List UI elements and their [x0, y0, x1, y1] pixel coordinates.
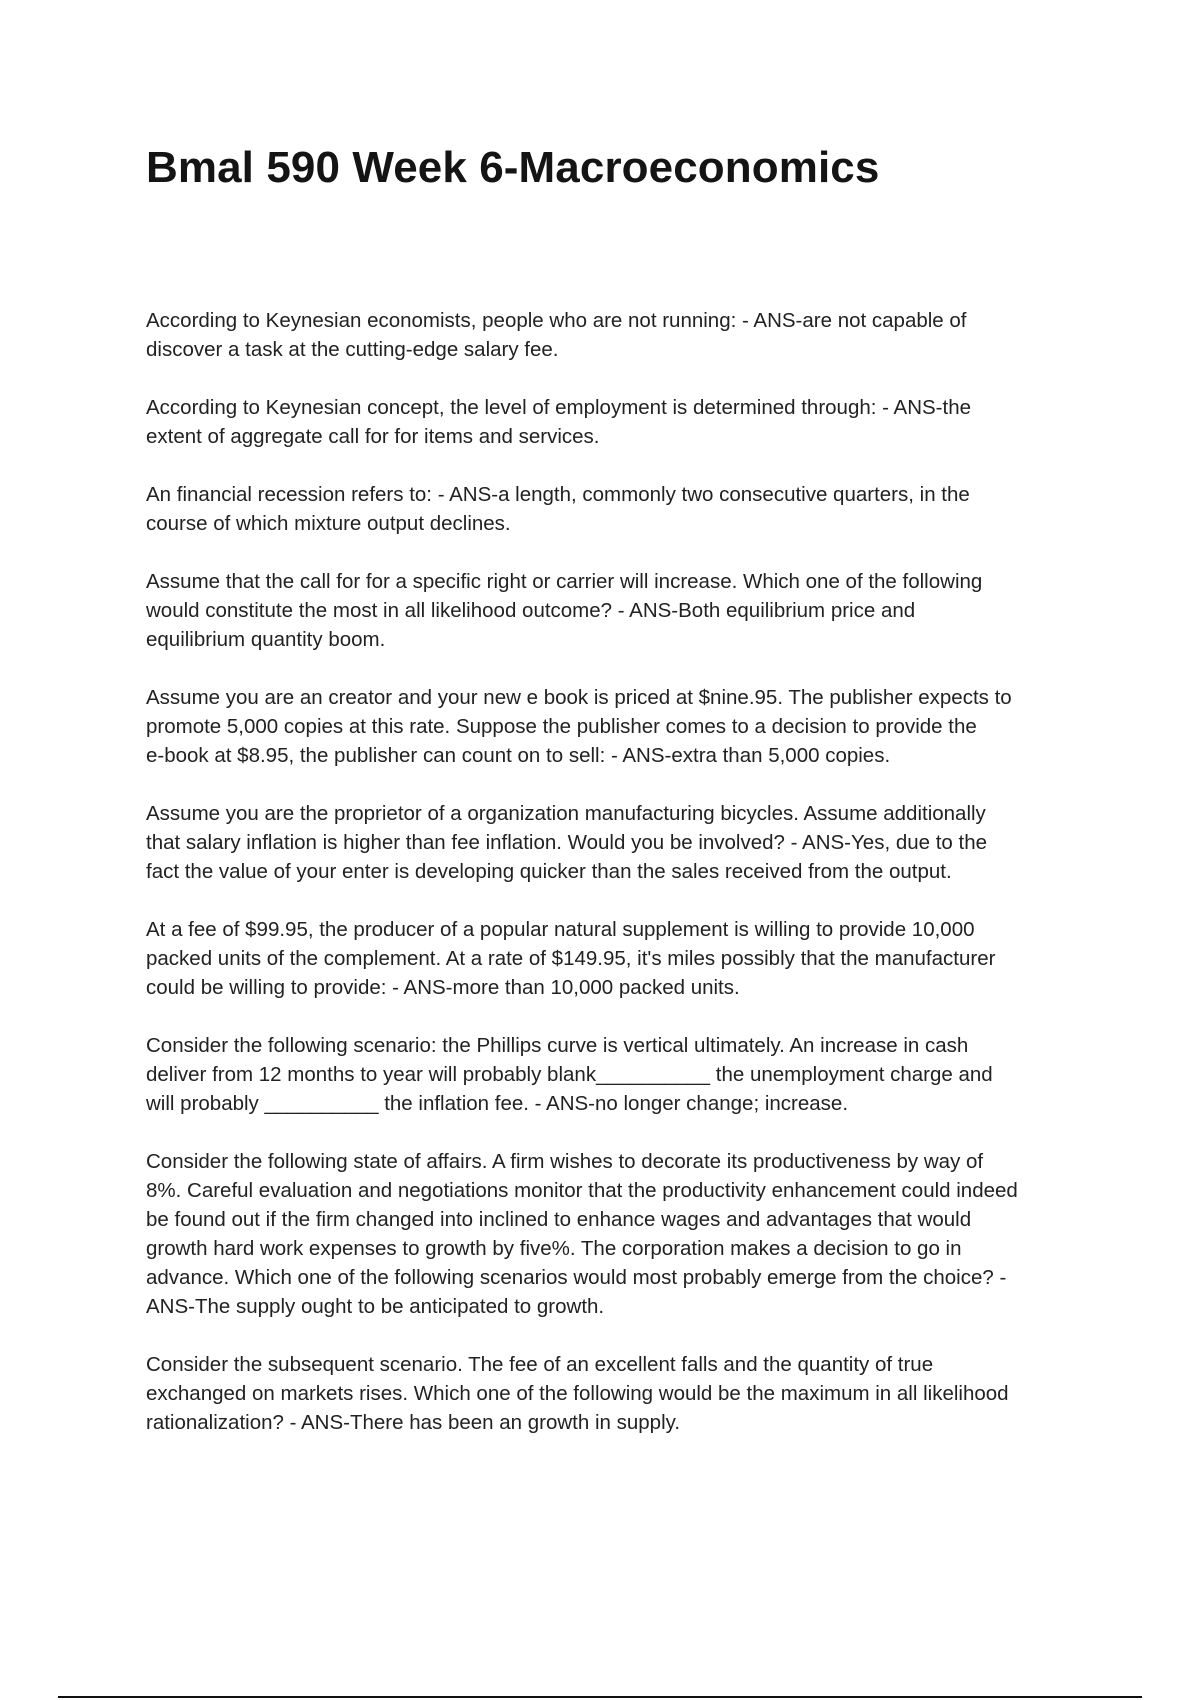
- document-title: Bmal 590 Week 6-Macroeconomics: [146, 143, 880, 192]
- qa-entry: [146, 915, 1096, 1002]
- qa-line: be found out if the firm changed into inclined to enhance wages and advantages that would: [146, 1208, 972, 1231]
- qa-line: would constitute the most in all likelihood outcome? - ANS-Both equilibrium price and: [146, 599, 916, 622]
- qa-line: will probably __________ the inflation fee. - ANS-no longer change; increase.: [146, 1092, 849, 1115]
- qa-line: 8%. Careful evaluation and negotiations monitor that the productivity enhancement could indeed: [146, 1179, 1018, 1202]
- qa-entry: [146, 1350, 1096, 1437]
- qa-line: According to Keynesian concept, the level of employment is determined through: - ANS-the: [146, 396, 972, 419]
- qa-line: deliver from 12 months to year will probably blank__________ the unemployment charge and: [146, 1063, 993, 1086]
- qa-line: could be willing to provide: - ANS-more than 10,000 packed units.: [146, 976, 740, 999]
- qa-line: An financial recession refers to: - ANS-a length, commonly two consecutive quarters, in the: [146, 483, 970, 506]
- qa-line: equilibrium quantity boom.: [146, 628, 386, 651]
- qa-line: ANS-The supply ought to be anticipated to growth.: [146, 1295, 605, 1318]
- qa-line: Consider the subsequent scenario. The fee of an excellent falls and the quantity of true: [146, 1353, 934, 1376]
- qa-line: Consider the following scenario: the Phillips curve is vertical ultimately. An increase in cash: [146, 1034, 969, 1057]
- qa-line: Consider the following state of affairs. A firm wishes to decorate its productiveness by way of: [146, 1150, 984, 1173]
- qa-line: Assume that the call for for a specific right or carrier will increase. Which one of the following: [146, 570, 983, 593]
- qa-entry: [146, 1031, 1096, 1118]
- qa-line: According to Keynesian economists, people who are not running: - ANS-are not capable of: [146, 309, 967, 332]
- qa-line: At a fee of $99.95, the producer of a popular natural supplement is willing to provide 10,000: [146, 918, 975, 941]
- qa-entry: [146, 480, 1096, 538]
- qa-line: extent of aggregate call for for items and services.: [146, 425, 600, 448]
- qa-line: course of which mixture output declines.: [146, 512, 511, 535]
- qa-line: discover a task at the cutting-edge salary fee.: [146, 338, 559, 361]
- qa-entry: [146, 799, 1096, 886]
- qa-line: that salary inflation is higher than fee inflation. Would you be involved? - ANS-Yes, due to the: [146, 831, 988, 854]
- qa-line: promote 5,000 copies at this rate. Suppose the publisher comes to a decision to provide the: [146, 715, 977, 738]
- qa-line: exchanged on markets rises. Which one of the following would be the maximum in all likelihood: [146, 1382, 1009, 1405]
- qa-entry: [146, 306, 1096, 364]
- qa-entry: [146, 1147, 1096, 1321]
- qa-entry: [146, 683, 1096, 770]
- qa-line: Assume you are an creator and your new e book is priced at $nine.95. The publisher expects to: [146, 686, 1012, 709]
- qa-line: advance. Which one of the following scenarios would most probably emerge from the choice? -: [146, 1266, 1007, 1289]
- qa-line: fact the value of your enter is developing quicker than the sales received from the output.: [146, 860, 952, 883]
- qa-list: [146, 306, 1096, 1466]
- qa-line: growth hard work expenses to growth by five%. The corporation makes a decision to go in: [146, 1237, 962, 1260]
- qa-line: rationalization? - ANS-There has been an growth in supply.: [146, 1411, 681, 1434]
- qa-entry: [146, 567, 1096, 654]
- qa-line: e-book at $8.95, the publisher can count on to sell: - ANS-extra than 5,000 copies.: [146, 744, 891, 767]
- qa-entry: [146, 393, 1096, 451]
- footer-divider: [58, 1696, 1142, 1698]
- qa-line: packed units of the complement. At a rate of $149.95, it's miles possibly that the manufacturer: [146, 947, 996, 970]
- qa-line: Assume you are the proprietor of a organization manufacturing bicycles. Assume additionally: [146, 802, 986, 825]
